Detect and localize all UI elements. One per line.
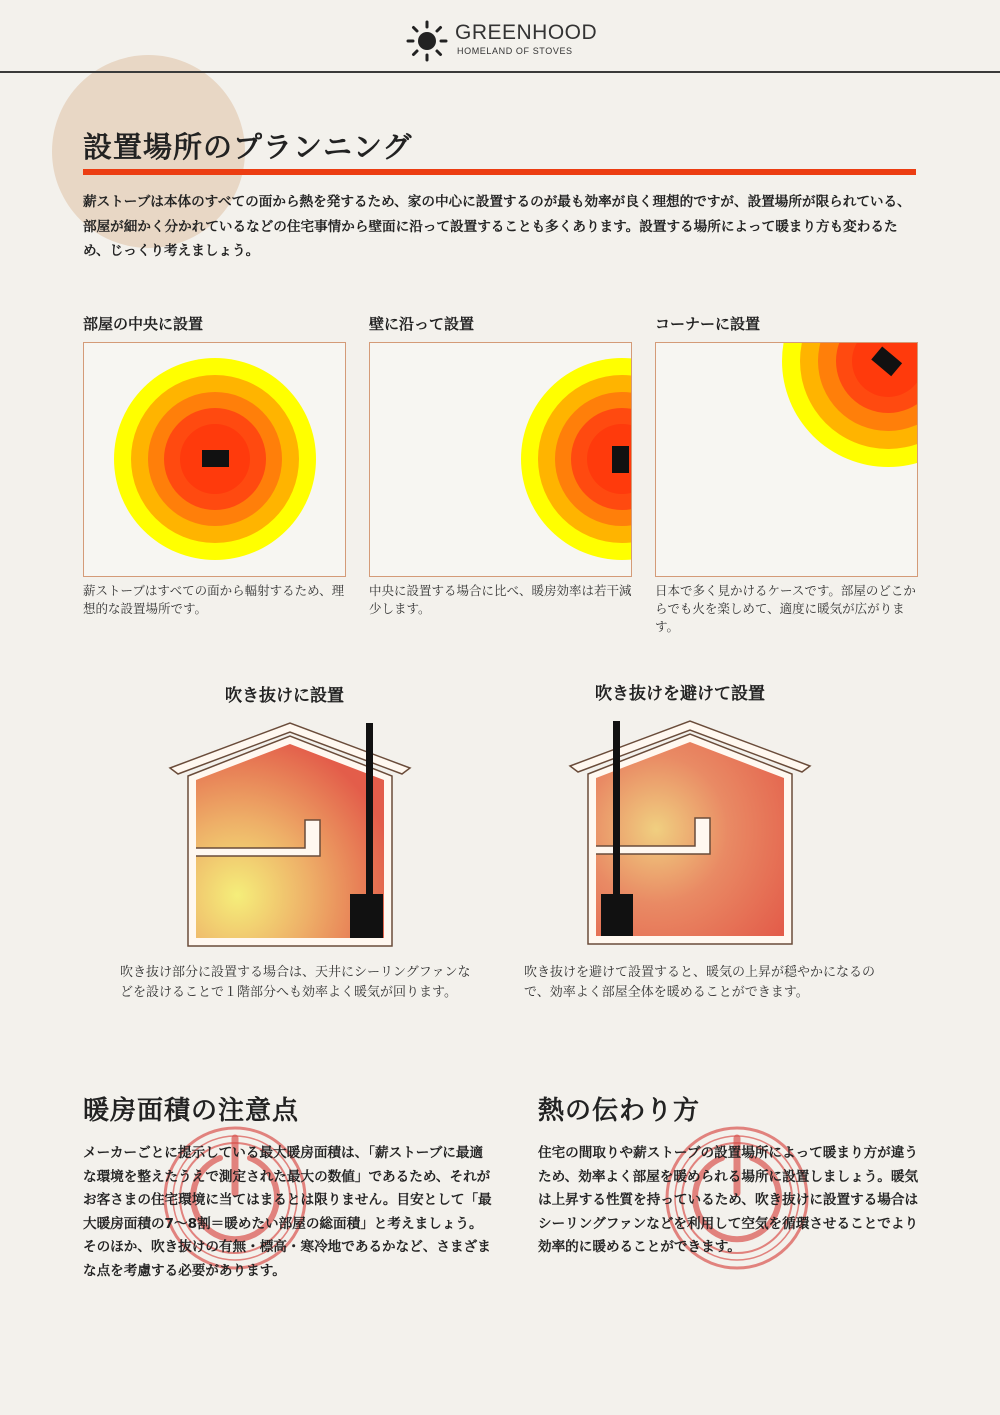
house-desc-atrium: 吹き抜け部分に設置する場合は、天井にシーリングファンなどを設けることで１階部分へも効率よく暖気が回ります。 (120, 965, 471, 1000)
placement-desc-corner: 日本で多く見かけるケースです。部屋のどこからでも火を楽しめて、適度に暖気が広がります。 (655, 583, 916, 634)
placement-desc-center: 薪ストーブはすべての面から輻射するため、理想的な設置場所です。 (83, 583, 345, 616)
placement-caption-center: 部屋の中央に設置 (83, 315, 204, 333)
title-underline (83, 169, 916, 175)
house-desc-avoid-atrium: 吹き抜けを避けて設置すると、暖気の上昇が穏やかになるので、効率よく部屋全体を暖めることができます。 (524, 965, 876, 1000)
section-body-heating-area: メーカーごとに提示している最大暖房面積は、「薪ストーブに最適な環境を整えたうえで測定された最大の数値」であるため、それがお客さまの住宅環境に当てはまるとは限りません。目安として「最大暖房面積の7〜8割＝暖めたい部屋の総面積」と考えましょう。そのほか、吹き抜けの有無・標高・寒冷地であるかなど、さまざまな点を考慮する必要があります。 (83, 1145, 492, 1279)
stove-icon (601, 894, 633, 936)
header-divider (0, 71, 1000, 73)
section-title-heating-area: 暖房面積の注意点 (83, 1096, 300, 1126)
brand-tagline: HOMELAND OF STOVES (457, 46, 573, 56)
house-diagram-atrium (160, 718, 420, 953)
brand-name: GREENHOOD (455, 21, 598, 44)
heat-diagram-wall (369, 342, 632, 577)
sun-icon (405, 19, 449, 63)
brand-logo (405, 15, 605, 65)
placement-caption-corner: コーナーに設置 (655, 315, 761, 333)
section-title-heat-transfer: 熱の伝わり方 (538, 1096, 701, 1126)
stove-icon (612, 446, 629, 473)
placement-caption-wall: 壁に沿って設置 (369, 315, 475, 333)
house-heading-atrium: 吹き抜けに設置 (225, 686, 344, 706)
page-title: 設置場所のプランニング (83, 130, 413, 164)
section-body-heat-transfer: 住宅の間取りや薪ストーブの設置場所によって暖まり方が違うため、効率よく部屋を暖められる場所に設置しましょう。暖気は上昇する性質を持っているため、吹き抜けに設置する場合はシーリングファンなどを利用して空気を循環させることでより効率的に暖めることができます。 (538, 1145, 919, 1255)
placement-desc-wall: 中央に設置する場合に比べ、暖房効率は若干減少します。 (369, 583, 632, 616)
intro-text: 薪ストーブは本体のすべての面から熱を発するため、家の中心に設置するのが最も効率が良く理想的ですが、設置場所が限られている、部屋が細かく分かれているなどの住宅事情から壁面に沿って設置することも多くあります。設置する場所によって暖まり方も変わるため、じっくり考えましょう。 (83, 194, 911, 259)
stove-icon (350, 894, 383, 938)
heat-diagram-corner (655, 342, 918, 577)
heat-diagram-center (83, 342, 346, 577)
house-heading-avoid-atrium: 吹き抜けを避けて設置 (595, 684, 765, 704)
house-diagram-avoid-atrium (565, 716, 825, 951)
stove-icon (202, 450, 229, 467)
